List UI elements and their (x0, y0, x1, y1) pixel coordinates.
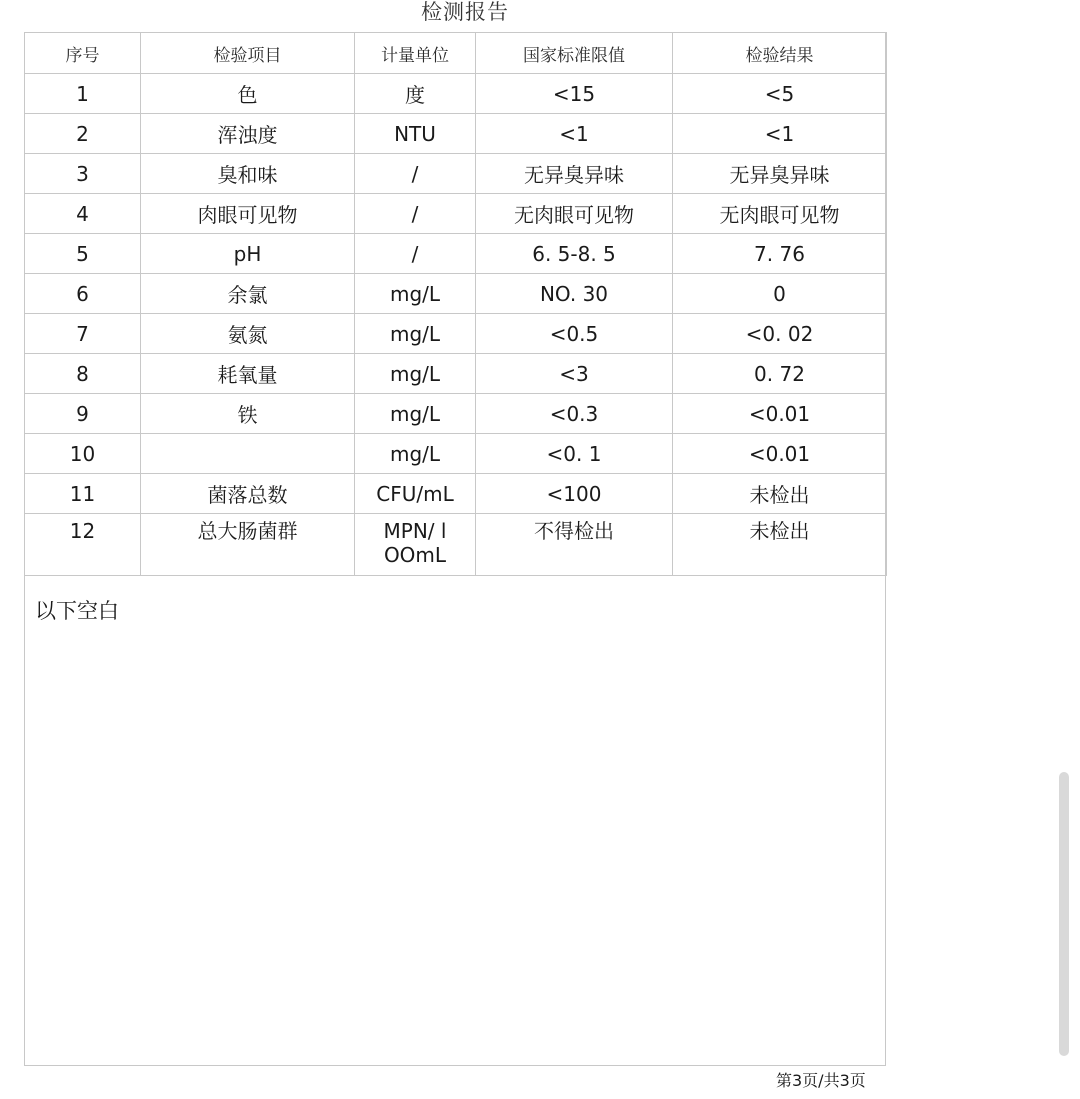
row-item: 肉眼可见物 (141, 194, 355, 234)
table-row (25, 154, 887, 194)
row-unit: mg/L (355, 274, 476, 314)
table-row (25, 354, 887, 394)
row-result: 未检出 (673, 514, 887, 576)
row-item: 耗氧量 (141, 354, 355, 394)
row-unit: 度 (355, 74, 476, 114)
report-title: 检测报告 (421, 0, 509, 24)
row-limit: 无肉眼可见物 (476, 194, 673, 234)
row-limit: <0.3 (476, 394, 673, 434)
header-no: 序号 (25, 33, 141, 74)
row-unit: NTU (355, 114, 476, 154)
row-result: 无异臭异味 (673, 154, 887, 194)
row-no: 6 (25, 274, 141, 314)
row-item: 色 (141, 74, 355, 114)
table-row (25, 114, 887, 154)
row-no: 7 (25, 314, 141, 354)
row-result: <0.01 (673, 394, 887, 434)
table-header-row (25, 33, 887, 74)
results-table (24, 32, 887, 576)
row-result: <1 (673, 114, 887, 154)
row-result: 0. 72 (673, 354, 887, 394)
row-no: 4 (25, 194, 141, 234)
row-item: 臭和味 (141, 154, 355, 194)
row-no: 5 (25, 234, 141, 274)
header-limit: 国家标准限值 (476, 33, 673, 74)
row-unit: CFU/mL (355, 474, 476, 514)
table-row (25, 314, 887, 354)
row-result: 0 (673, 274, 887, 314)
table-row (25, 74, 887, 114)
row-limit: <1 (476, 114, 673, 154)
table-row (25, 394, 887, 434)
row-limit: <15 (476, 74, 673, 114)
row-item: pH (141, 234, 355, 274)
row-limit: <0. 1 (476, 434, 673, 474)
row-result: 未检出 (673, 474, 887, 514)
row-no: 3 (25, 154, 141, 194)
row-unit: / (355, 234, 476, 274)
table-row (25, 434, 887, 474)
row-limit: 6. 5-8. 5 (476, 234, 673, 274)
row-limit: <100 (476, 474, 673, 514)
row-limit: 不得检出 (476, 514, 673, 576)
table-row (25, 194, 887, 234)
row-unit: mg/L (355, 354, 476, 394)
row-item (141, 434, 355, 474)
table-row (25, 234, 887, 274)
row-result: <0.01 (673, 434, 887, 474)
row-limit: 无异臭异味 (476, 154, 673, 194)
row-item: 总大肠菌群 (141, 514, 355, 576)
table-row (25, 474, 887, 514)
row-no: 11 (25, 474, 141, 514)
row-item: 氨氮 (141, 314, 355, 354)
header-unit: 计量单位 (355, 33, 476, 74)
row-result: 无肉眼可见物 (673, 194, 887, 234)
row-unit-text: MPN/ lOOmL (383, 519, 447, 567)
row-unit: / (355, 194, 476, 234)
row-unit: / (355, 154, 476, 194)
blank-note: 以下空白 (35, 599, 119, 623)
row-limit: <3 (476, 354, 673, 394)
row-unit: mg/L (355, 314, 476, 354)
table-row (25, 514, 887, 576)
row-no: 2 (25, 114, 141, 154)
scrollbar-thumb[interactable] (1059, 772, 1069, 1056)
row-result: 7. 76 (673, 234, 887, 274)
row-no: 10 (25, 434, 141, 474)
row-no: 8 (25, 354, 141, 394)
row-item: 浑浊度 (141, 114, 355, 154)
row-limit: NO. 30 (476, 274, 673, 314)
header-item: 检验项目 (141, 33, 355, 74)
report-sheet (24, 32, 886, 1066)
table-row (25, 274, 887, 314)
row-result: <5 (673, 74, 887, 114)
row-unit: mg/L (355, 394, 476, 434)
row-no: 1 (25, 74, 141, 114)
row-no: 12 (25, 514, 141, 576)
row-unit (355, 514, 476, 576)
row-no: 9 (25, 394, 141, 434)
row-item: 铁 (141, 394, 355, 434)
header-result: 检验结果 (673, 33, 887, 74)
row-item: 余氯 (141, 274, 355, 314)
row-unit: mg/L (355, 434, 476, 474)
row-item: 菌落总数 (141, 474, 355, 514)
row-limit: <0.5 (476, 314, 673, 354)
row-result: <0. 02 (673, 314, 887, 354)
page-indicator: 第3页/共3页 (776, 1071, 866, 1090)
